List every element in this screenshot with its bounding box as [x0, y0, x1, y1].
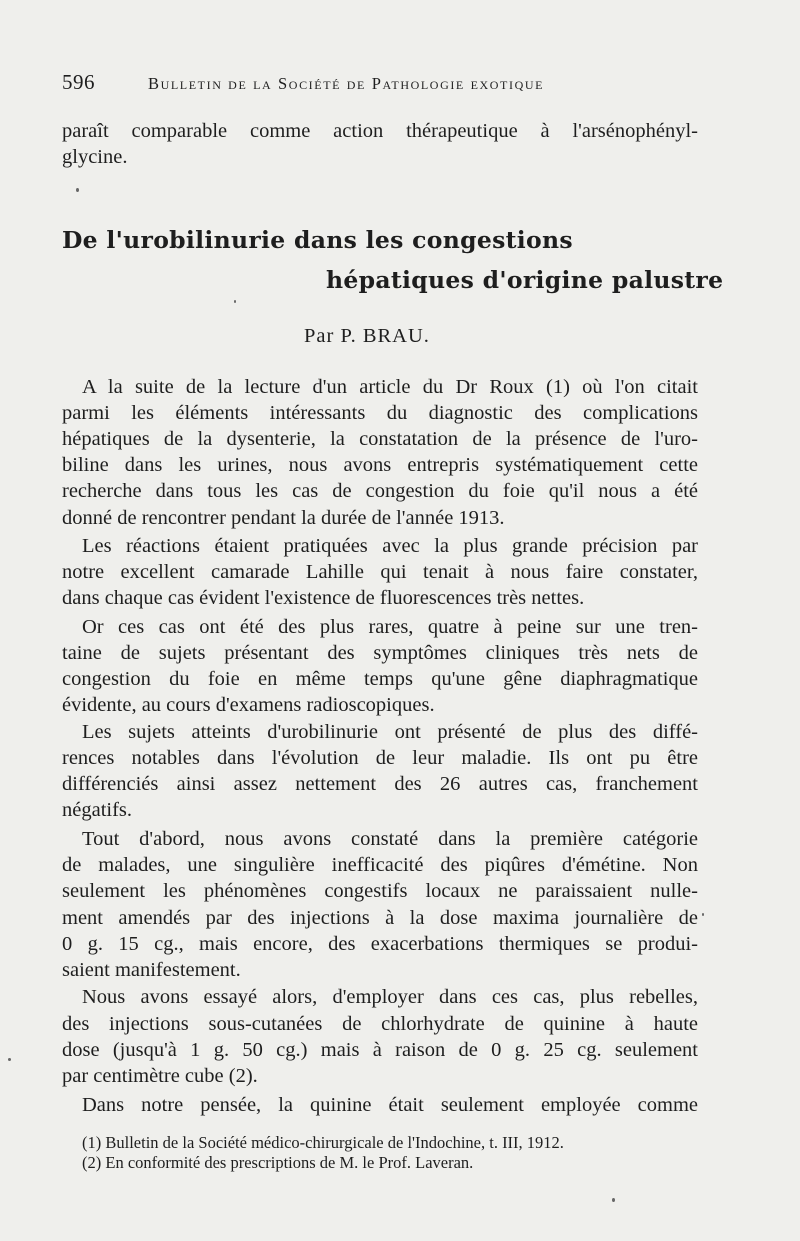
text-line: A la suite de la lecture d'un article du Dr Roux (1) où l'on citait — [82, 376, 698, 398]
text-line: de malades, une singulière inefficacité des piqûres d'émétine. Non — [62, 854, 698, 876]
text-line: Les réactions étaient pratiquées avec la plus grande précision par — [82, 535, 698, 557]
footnote-1: (1) Bulletin de la Société médico-chirurgicale de l'Indochine, t. III, 1912. — [82, 1133, 564, 1152]
text-line: biline dans les urines, nous avons entrepris systématiquement cette — [62, 454, 698, 476]
text-line: par centimètre cube (2). — [62, 1065, 258, 1087]
text-line: notre excellent camarade Lahille qui tenait à nous faire constater, — [62, 561, 698, 583]
text-line: dans chaque cas évident l'existence de fluorescences très nettes. — [62, 587, 585, 609]
text-line: hépatiques de la dysenterie, la constatation de la présence de l'uro- — [62, 428, 698, 450]
text-line: Les sujets atteints d'urobilinurie ont présenté de plus des diffé- — [82, 721, 698, 743]
text-line: Dans notre pensée, la quinine était seulement employée comme — [82, 1094, 698, 1116]
text-line: ment amendés par des injections à la dose maxima journalière de — [62, 907, 698, 929]
print-speck — [8, 1058, 11, 1061]
text-line: Or ces cas ont été des plus rares, quatre à peine sur une tren- — [82, 616, 698, 638]
text-line: donné de rencontrer pendant la durée de l'année 1913. — [62, 507, 505, 529]
text-line: glycine. — [62, 146, 128, 168]
text-line: différenciés ainsi assez nettement des 26 autres cas, franchement — [62, 773, 698, 795]
running-head — [62, 70, 702, 100]
text-line: évidente, au cours d'examens radioscopiques. — [62, 694, 435, 716]
page-number: 596 — [62, 70, 95, 94]
article-title-line-1: De l'urobilinurie dans les congestions — [62, 226, 573, 254]
text-line: parmi les éléments intéressants du diagnostic des complications — [62, 402, 698, 424]
text-line: dose (jusqu'à 1 g. 50 cg.) mais à raison de 0 g. 25 cg. seulement — [62, 1039, 698, 1061]
print-speck — [76, 188, 79, 192]
text-line: rences notables dans l'évolution de leur maladie. Ils ont pu être — [62, 747, 698, 769]
text-line: des injections sous-cutanées de chlorhydrate de quinine à haute — [62, 1013, 698, 1035]
text-line: seulement les phénomènes congestifs locaux ne paraissaient nulle- — [62, 880, 698, 902]
text-line: congestion du foie en même temps qu'une gêne diaphragmatique — [62, 668, 698, 690]
article-author: Par P. BRAU. — [304, 325, 430, 347]
text-line: Tout d'abord, nous avons constaté dans la première catégorie — [82, 828, 698, 850]
print-speck — [612, 1198, 615, 1202]
article-title-line-2: hépatiques d'origine palustre — [326, 266, 724, 294]
print-speck — [702, 913, 704, 916]
text-line: saient manifestement. — [62, 959, 241, 981]
text-line: négatifs. — [62, 799, 133, 821]
text-line: paraît comparable comme action thérapeutique à l'arsénophényl- — [62, 120, 698, 142]
text-line: Nous avons essayé alors, d'employer dans ces cas, plus rebelles, — [82, 986, 698, 1008]
text-line: taine de sujets présentant des symptômes cliniques très nets de — [62, 642, 698, 664]
text-line: 0 g. 15 cg., mais encore, des exacerbations thermiques se produi- — [62, 933, 698, 955]
footnote-2: (2) En conformité des prescriptions de M. le Prof. Laveran. — [82, 1153, 474, 1172]
print-speck — [234, 300, 236, 303]
journal-title: Bulletin de la Société de Pathologie exotique — [148, 74, 545, 93]
text-line: recherche dans tous les cas de congestion du foie qu'il nous a été — [62, 480, 698, 502]
